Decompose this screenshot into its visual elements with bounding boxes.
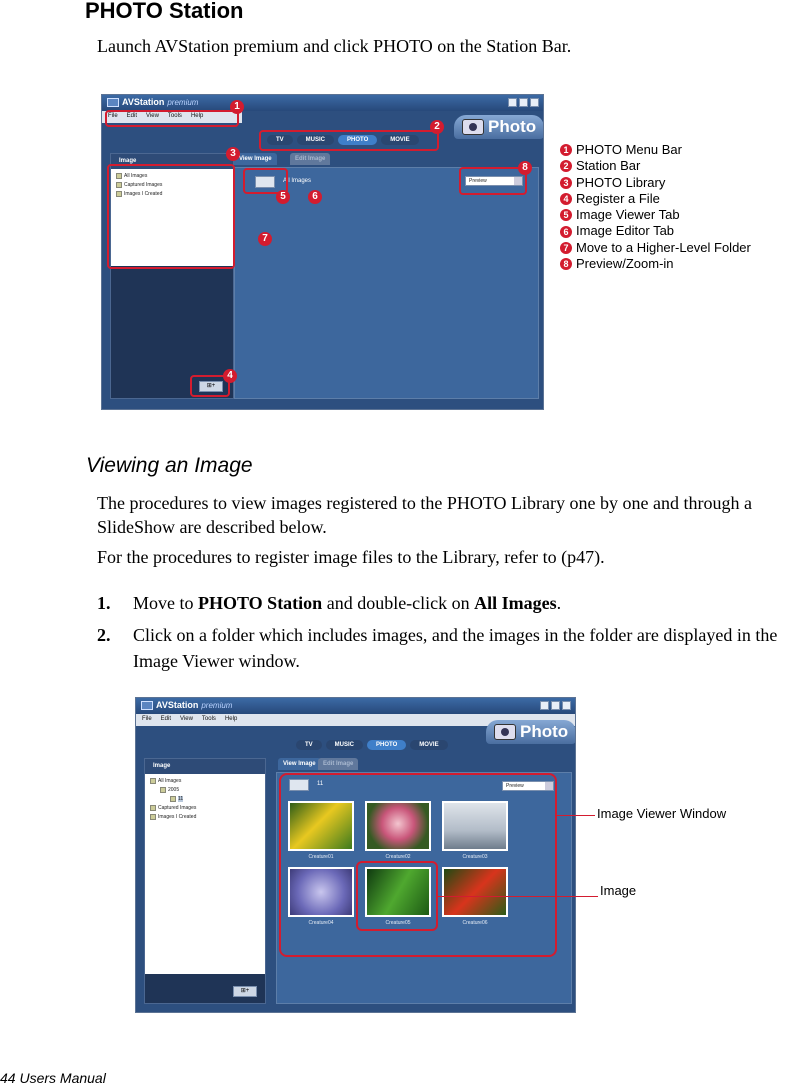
app-logo: AVStation premium: [141, 700, 232, 710]
preview-select[interactable]: Preview: [465, 176, 523, 186]
menu-edit[interactable]: Edit: [126, 113, 138, 119]
tree-item-created[interactable]: Images I Created: [116, 190, 228, 199]
logo-icon: [107, 98, 119, 107]
tab-movie[interactable]: MOVIE: [410, 740, 447, 750]
tab-tv[interactable]: TV: [267, 135, 293, 145]
folder-icon: [150, 778, 156, 784]
tab-music[interactable]: MUSIC: [297, 135, 334, 145]
logo-icon: [141, 701, 153, 710]
thumbnail-caption: Creature01: [308, 854, 334, 860]
legend-item: 3 PHOTO Library: [560, 175, 751, 191]
highlight-image: [356, 861, 438, 931]
window-controls: [508, 98, 539, 107]
tab-view-image[interactable]: View Image: [234, 153, 277, 165]
legend-item: 1 PHOTO Menu Bar: [560, 142, 751, 158]
page-footer: 44 Users Manual: [0, 1070, 106, 1086]
tab-movie[interactable]: MOVIE: [381, 135, 418, 145]
paragraph-2: For the procedures to register image files to the Library, refer to (p47).: [97, 547, 605, 567]
highlight-station-bar: [259, 130, 439, 151]
legend-item: 6 Image Editor Tab: [560, 223, 751, 239]
thumbnail-caption: Creature04: [308, 920, 334, 926]
folder-icon: [170, 796, 176, 802]
tree-item-created[interactable]: Images I Created: [150, 813, 260, 822]
folder-icon: [150, 814, 156, 820]
menu-view[interactable]: View: [180, 716, 193, 722]
badge-7: 7: [258, 232, 272, 246]
menu-file[interactable]: File: [108, 113, 118, 119]
thumbnail-caption: Creature02: [385, 854, 411, 860]
badge-1: 1: [230, 100, 244, 114]
tab-edit-image[interactable]: Edit Image: [290, 153, 330, 165]
tree-item-all-images[interactable]: All Images: [116, 172, 228, 181]
menu-help[interactable]: Help: [190, 113, 204, 119]
photo-library-panel: [144, 758, 266, 1004]
tree-item-all-images[interactable]: All Images: [150, 777, 260, 786]
badge-8: 8: [518, 161, 532, 175]
intro-text: Launch AVStation premium and click PHOTO on the Station Bar.: [97, 36, 572, 56]
folder-label: All Images: [283, 178, 312, 184]
legend-item: 4 Register a File: [560, 191, 751, 207]
callout-line: [438, 896, 598, 897]
step-2: 2. Click on a folder which includes images, and the images in the folder are displayed in the Image Viewer window.: [97, 625, 778, 671]
window-controls: [540, 701, 571, 710]
menu-edit[interactable]: Edit: [160, 716, 172, 722]
minimize-icon[interactable]: [508, 98, 517, 107]
menu-help[interactable]: Help: [224, 716, 238, 722]
badge-4: 4: [223, 369, 237, 383]
register-file-button[interactable]: ⊞+: [233, 986, 257, 997]
app-logo: [107, 97, 198, 107]
minimize-icon[interactable]: [540, 701, 549, 710]
badge-3: 3: [226, 147, 240, 161]
close-icon[interactable]: [562, 701, 571, 710]
badge-2: 2: [430, 120, 444, 134]
app-name: AVStation: [122, 97, 165, 107]
thumbnail-caption: Creature06: [462, 920, 488, 926]
highlight-preview: [459, 167, 527, 195]
tree-item-captured[interactable]: Captured Images: [150, 804, 260, 813]
tab-edit-image[interactable]: Edit Image: [318, 758, 358, 770]
highlight-library: [107, 164, 235, 269]
callout-image: Image: [600, 883, 637, 898]
menu-tools[interactable]: Tools: [201, 716, 216, 722]
library-tree: [145, 774, 265, 974]
tab-view-image[interactable]: View Image: [278, 758, 321, 770]
section-title: Viewing an Image: [86, 454, 253, 477]
legend-item: 5 Image Viewer Tab: [560, 207, 751, 223]
badge-5: 5: [276, 190, 290, 204]
thumbnail-caption: Creature03: [462, 854, 488, 860]
callout-viewer: Image Viewer Window: [597, 806, 727, 821]
folder-icon: [150, 805, 156, 811]
tab-photo[interactable]: PHOTO: [338, 135, 377, 145]
menu-file[interactable]: File: [142, 716, 152, 722]
paragraph-1: The procedures to view images registered to the PHOTO Library one by one and through a SlideShow are described below.: [97, 493, 752, 537]
camera-icon: [462, 119, 484, 135]
tree-item-11[interactable]: 11: [150, 795, 260, 804]
menu-view[interactable]: View: [146, 113, 159, 119]
step-1: 1. Move to PHOTO Station and double-click on All Images.: [97, 593, 562, 613]
thumbnail-caption: Creature05: [385, 920, 411, 926]
legend-item: 2 Station Bar: [560, 158, 751, 174]
tree-item-captured[interactable]: Captured Images: [116, 181, 228, 190]
register-file-button[interactable]: ⊞+: [199, 381, 223, 392]
library-header: Image: [145, 759, 265, 774]
station-title: Photo: [486, 720, 576, 744]
legend-item: 7 Move to a Higher-Level Folder: [560, 240, 751, 256]
camera-icon: [494, 724, 516, 740]
preview-select[interactable]: Preview: [502, 781, 554, 791]
callout-line: [557, 815, 595, 816]
menu-tools[interactable]: Tools: [167, 113, 182, 119]
legend: [560, 142, 751, 272]
highlight-menu-bar: [105, 110, 239, 127]
folder-label: 11: [317, 781, 324, 787]
folder-icon: [160, 787, 166, 793]
tree-item-2005[interactable]: 2005: [150, 786, 260, 795]
station-title: Photo: [454, 115, 544, 139]
title-bar: [136, 698, 575, 714]
tab-music[interactable]: MUSIC: [326, 740, 363, 750]
close-icon[interactable]: [530, 98, 539, 107]
tab-tv[interactable]: TV: [296, 740, 322, 750]
title-bar: [102, 95, 543, 111]
app-edition: premium: [167, 97, 199, 107]
legend-item: 8 Preview/Zoom-in: [560, 256, 751, 272]
maximize-icon[interactable]: [551, 701, 560, 710]
badge-6: 6: [308, 190, 322, 204]
library-header: Image: [111, 154, 233, 169]
maximize-icon[interactable]: [519, 98, 528, 107]
tab-photo[interactable]: PHOTO: [367, 740, 406, 750]
station-bar: [296, 740, 448, 750]
page-heading: PHOTO Station: [85, 0, 244, 23]
